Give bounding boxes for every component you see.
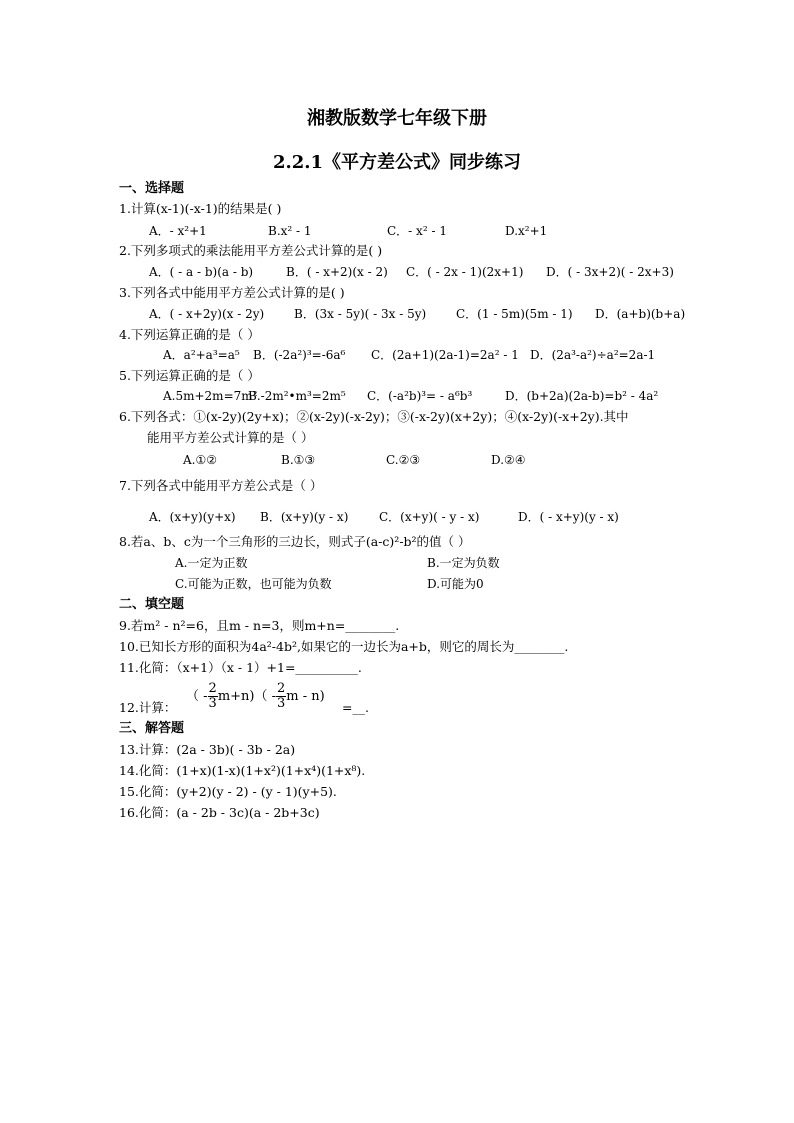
question-1-option-b: B.x² - 1	[268, 224, 312, 238]
question-7-option-a: A．(x+y)(y+x)	[149, 510, 236, 524]
question-2-option-d: D．( - 3x+2)( - 2x+3)	[546, 265, 674, 279]
document-title: 湘教版数学七年级下册	[307, 108, 487, 129]
question-15: 15.化简：(y+2)(y - 2) - (y - 1)(y+5).	[119, 784, 337, 799]
question-5-option-d: D．(b+2a)(2a-b)=b² - 4a²	[505, 389, 659, 403]
question-3-option-b: B．(3x - 5y)( - 3x - 5y)	[294, 307, 427, 321]
question-2-option-c: C．( - 2x - 1)(2x+1)	[406, 265, 524, 279]
question-14: 14.化简：(1+x)(1-x)(1+x²)(1+x⁴)(1+x⁸).	[119, 763, 366, 778]
document-subtitle: 2.2.1《平方差公式》同步练习	[272, 152, 522, 173]
question-7-option-b: B．(x+y)(y - x)	[260, 510, 349, 524]
question-4-option-c: C．(2a+1)(2a-1)=2a² - 1	[371, 348, 519, 362]
question-4-option-d: D．(2a³-a²)÷a²=2a-1	[530, 348, 656, 362]
question-4-stem: 4.下列运算正确的是（ ）	[119, 327, 260, 342]
question-1-stem: 1.计算(x-1)(-x-1)的结果是( )	[119, 201, 282, 216]
question-8-option-a: A.一定为正数	[175, 556, 248, 570]
section-heading-fill: 二、填空题	[119, 597, 185, 612]
question-7-option-c: C．(x+y)( - y - x)	[379, 510, 480, 524]
question-2-stem: 2.下列多项式的乘法能用平方差公式计算的是( )	[119, 243, 383, 258]
question-12-answer-blank: =__.	[342, 700, 369, 715]
question-5-option-b: B.-2m²•m³=2m⁵	[248, 389, 346, 403]
question-9: 9.若m² - n²=6，且m - n=3，则m+n=________.	[119, 618, 400, 633]
fraction-two-thirds-1: $\frac{2}{3}$	[208, 681, 217, 711]
question-12-minus-1: （ -	[186, 689, 208, 704]
question-6-option-c: C.②③	[386, 453, 421, 467]
question-6-stem: 6.下列各式：①(x-2y)(2y+x)；②(x-2y)(-x-2y)；③(-x-2y)(x+2y)；④(x-2y)(-x+2y).其中	[119, 409, 629, 424]
question-12-expression	[186, 682, 325, 711]
question-4-option-a: A．a²+a³=a⁵	[163, 348, 240, 362]
question-6-option-d: D.②④	[491, 453, 526, 467]
question-1-option-a: A．- x²+1	[149, 224, 207, 238]
question-3-stem: 3.下列各式中能用平方差公式计算的是( )	[119, 285, 345, 300]
question-1-option-d: D.x²+1	[505, 224, 548, 238]
question-12-middle: m+n)（ -	[217, 689, 277, 704]
fraction-two-thirds-2: $\frac{2}{3}$	[277, 681, 286, 711]
question-6-option-a: A.①②	[183, 453, 217, 467]
question-12-end: m - n)	[286, 689, 325, 704]
question-6-stem-continued: 能用平方差公式计算的是（ ）	[147, 430, 314, 445]
question-16: 16.化简：(a - 2b - 3c)(a - 2b+3c)	[119, 805, 320, 820]
question-2-option-a: A．( - a - b)(a - b)	[149, 265, 254, 279]
question-12-label: 12.计算：	[119, 700, 177, 715]
question-8-option-c: C.可能为正数，也可能为负数	[175, 577, 332, 591]
question-8-option-d: D.可能为0	[427, 577, 484, 591]
question-8-option-b: B.一定为负数	[427, 556, 500, 570]
question-10: 10.已知长方形的面积为4a²-4b²,如果它的一边长为a+b，则它的周长为________.	[119, 639, 569, 654]
question-7-option-d: D．( - x+y)(y - x)	[518, 510, 619, 524]
question-2-option-b: B．( - x+2)(x - 2)	[286, 265, 388, 279]
question-4-option-b: B．(-2a²)³=-6a⁶	[253, 348, 346, 362]
question-11: 11.化简：（x+1）（x - 1）+1=__________.	[119, 660, 362, 675]
question-3-option-c: C．(1 - 5m)(5m - 1)	[456, 307, 573, 321]
question-8-stem: 8.若a、b、c为一个三角形的三边长，则式子(a-c)²-b²的值（ ）	[119, 534, 471, 549]
question-5-option-a: A.5m+2m=7m²	[163, 389, 258, 403]
section-heading-solve: 三、解答题	[119, 721, 185, 736]
question-6-option-b: B.①③	[281, 453, 316, 467]
question-5-stem: 5.下列运算正确的是（ ）	[119, 368, 260, 383]
question-3-option-d: D．(a+b)(b+a)	[595, 307, 686, 321]
question-1-option-c: C．- x² - 1	[387, 224, 447, 238]
section-heading-choice: 一、选择题	[119, 181, 185, 196]
question-7-stem: 7.下列各式中能用平方差公式是（ ）	[119, 478, 323, 493]
question-13: 13.计算：(2a - 3b)( - 3b - 2a)	[119, 742, 296, 757]
question-5-option-c: C．(-a²b)³= - a⁶b³	[367, 389, 473, 403]
question-3-option-a: A．( - x+2y)(x - 2y)	[149, 307, 265, 321]
